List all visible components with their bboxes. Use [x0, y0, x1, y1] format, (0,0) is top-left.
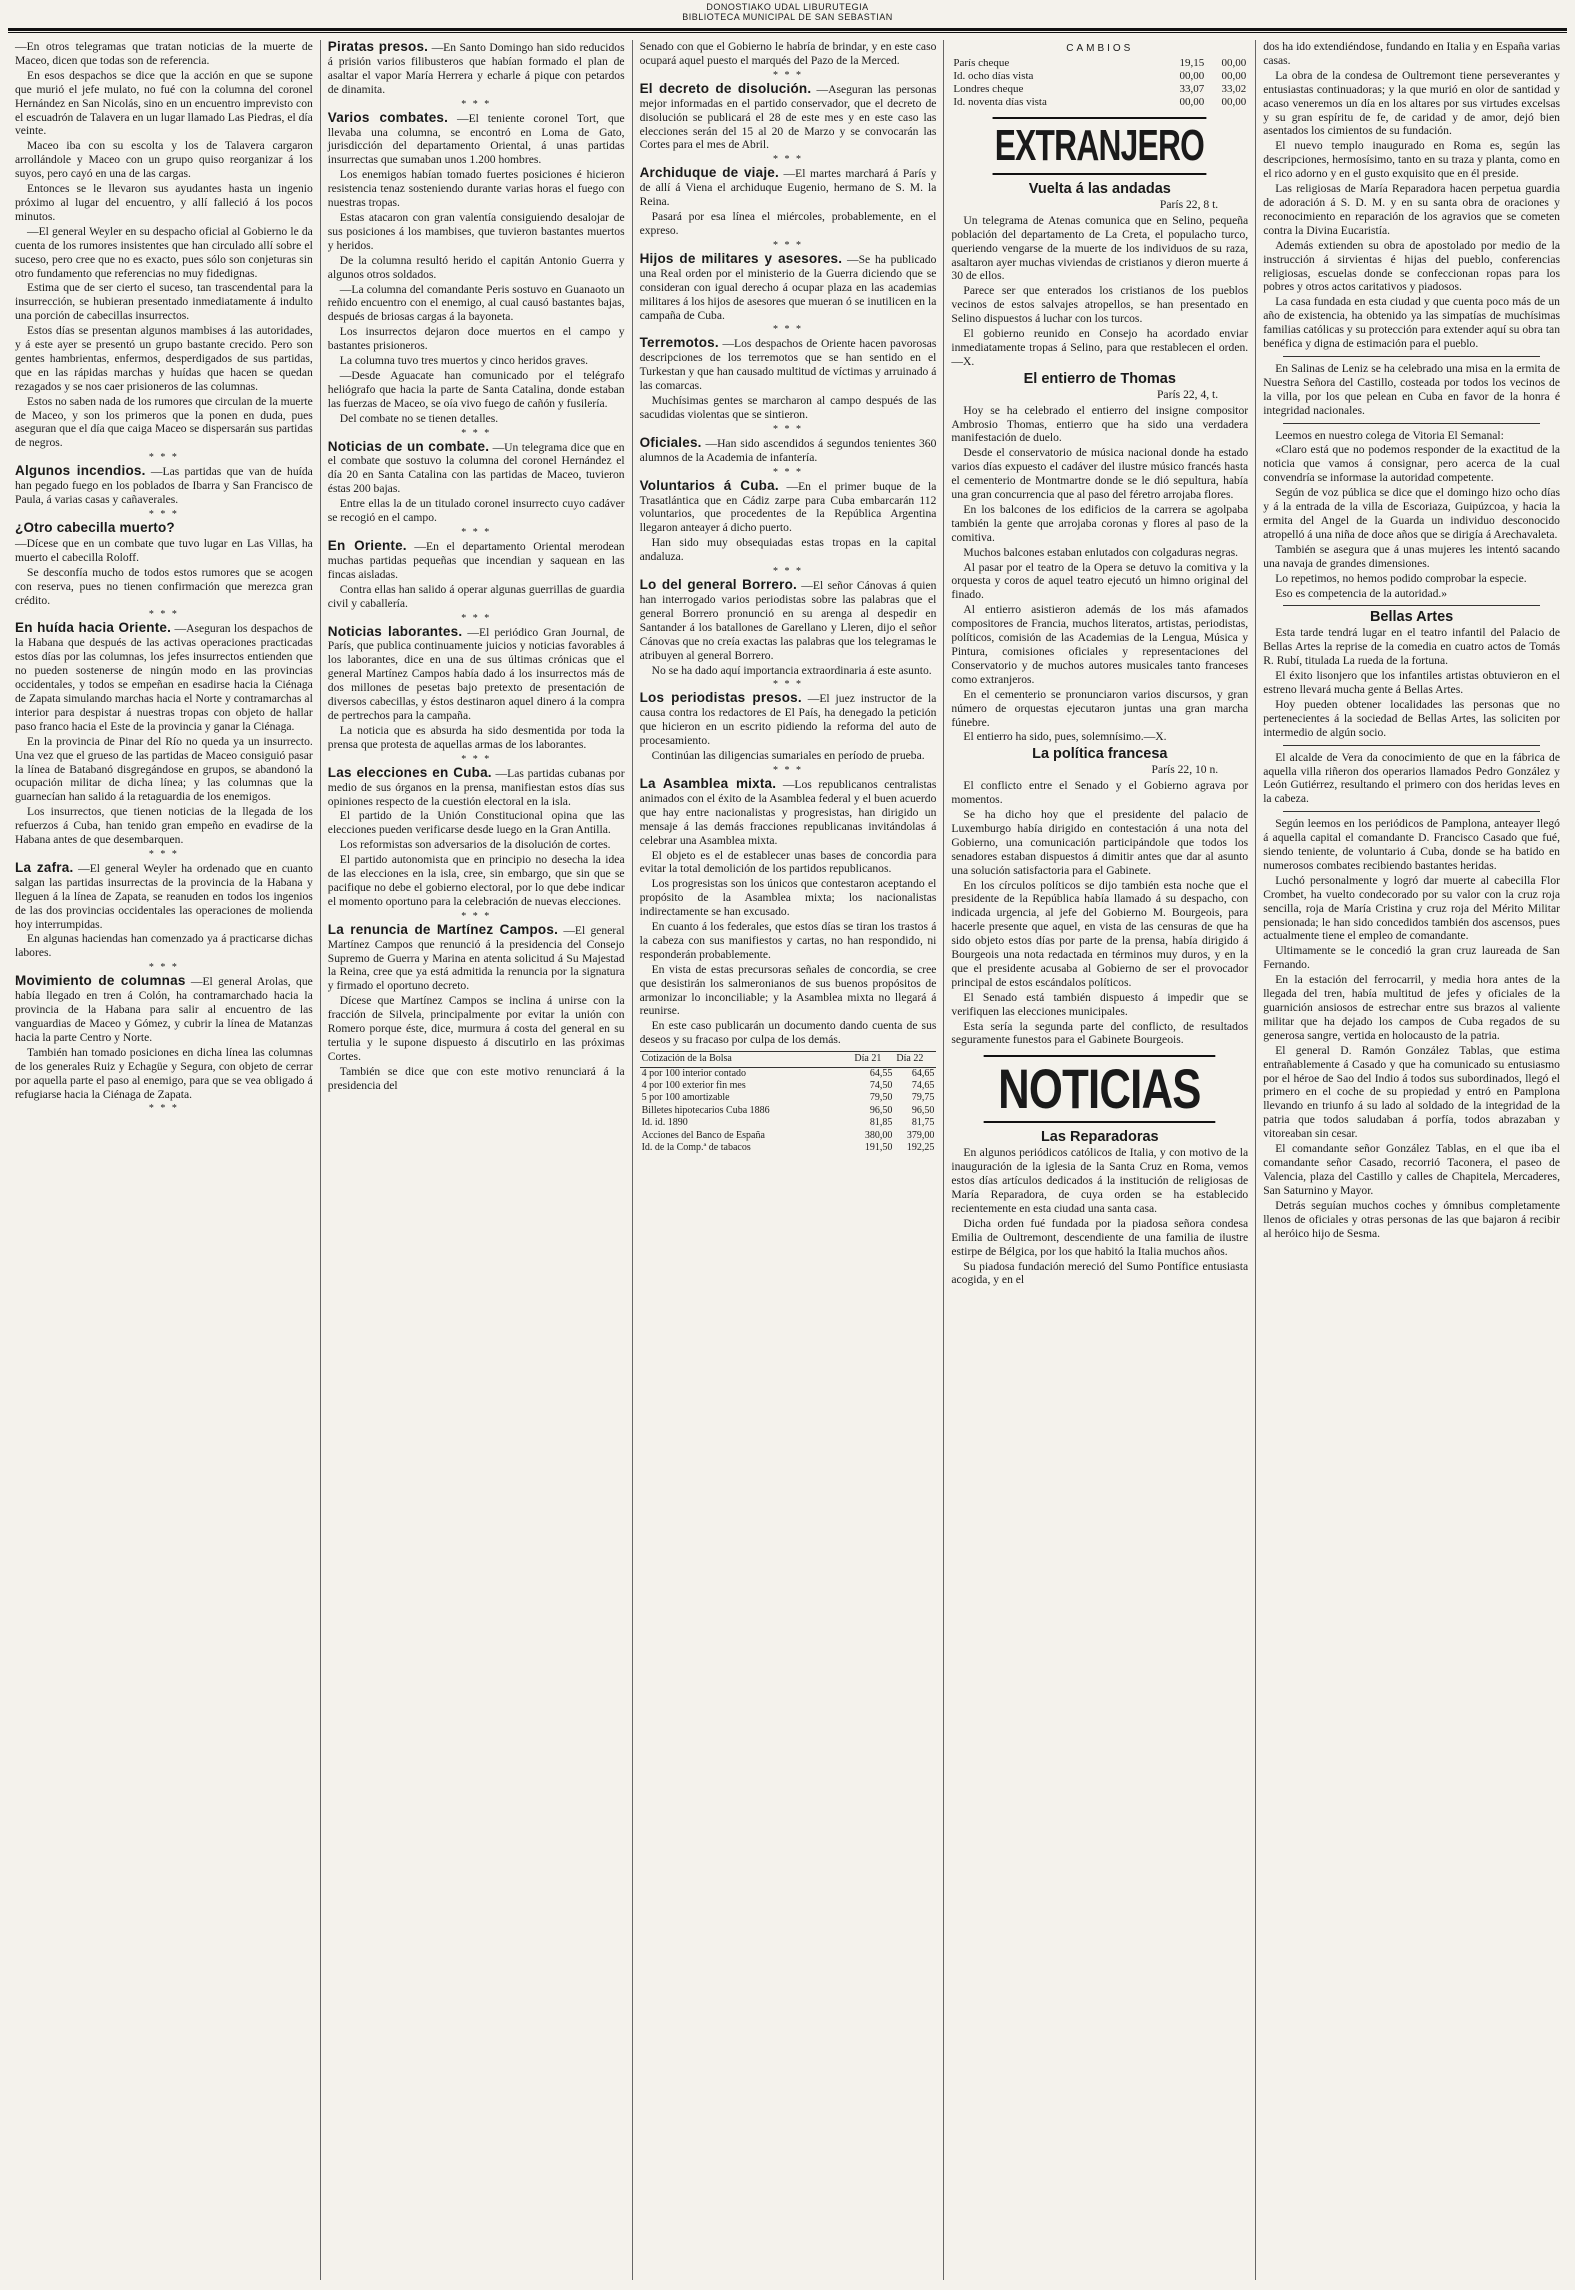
paragraph: La obra de la condesa de Oultremont tiene perseverantes y entusiastas continuadoras; y la que murió en olor de santidad y acaso veneremos un día en los altares por sus virtudes excelsas y su gran espíritu de fe, de caridad y de amor, dejó bien asentados los cimientos de su fundación. — [1263, 68, 1560, 138]
headline: El entierro de Thomas — [1023, 370, 1176, 387]
paragraph: De la columna resultó herido el capitán Antonio Guerra y algunos otros soldados. — [327, 253, 625, 281]
paragraph: El general D. Ramón González Tablas, que estima entrañablemente á Casado y que ha comunicado su entusiasmo por el héroe de Sao del Indio á todos sus subordinados, llegó el primero en el coche de su propiedad y entró en Pamplona llevando en triunfo á su lado al soldado de la integridad de la patria que todos saludaban á porfía, todos abrazaban y vitoreaban sin cesar. — [1263, 1043, 1560, 1141]
separator-stars: * * * — [461, 98, 492, 110]
paragraph: Continúan las diligencias sumariales en período de prueba. — [651, 749, 925, 763]
news-item — [328, 766, 625, 809]
paragraph: Senado con que el Gobierno le habría de brindar, y en este caso ocupará aquel puesto el marqués del Pazo de la Merced. — [639, 40, 937, 67]
paragraph: Entonces se le llevaron sus ayudantes hasta un ingenio próximo al lugar del encuentro, y allí falleció á los pocos minutos. — [15, 182, 313, 223]
headline: Hijos de militares y asesores. — [639, 250, 843, 266]
item-text: —En el departamento Oriental merodean muchas partidas pequeñas que incendian y saquean en las fincas aisladas. — [327, 540, 625, 581]
dateline: París 22, 8 t. — [1159, 197, 1219, 211]
paragraph: El comandante señor González Tablas, en el que iba el comandante señor Casado, recorrió Taconera, el paseo de Valencia, plaza del Castillo y calles de Chapitela, Mercaderes, San Saturnino y Mayor. — [1263, 1142, 1560, 1197]
columns — [8, 40, 1567, 2280]
separator-stars: * * * — [772, 466, 803, 478]
paragraph: Según leemos en los periódicos de Pamplona, anteayer llegó á aquella capital el comandante D. Francisco Casado que fué, siendo teniente, de voluntario á Cuba, donde se ha batido en numerosos combates recibiendo bastantes heridas. — [1263, 817, 1560, 872]
paragraph: En cuanto á los federales, que estos días se tiran los trastos á la cabeza con sus manifiestos y cartas, no han respondido, ni responderán probablemente. — [639, 920, 937, 961]
table-row — [640, 1117, 937, 1129]
table-row — [640, 1105, 937, 1117]
news-item — [328, 40, 625, 97]
headline: Noticias de un combate. — [327, 438, 490, 454]
row-label: 4 por 100 interior contado — [641, 1067, 747, 1079]
paragraph: El entierro ha sido, pues, solemnísimo.—X. — [963, 730, 1167, 744]
table-row — [951, 70, 1248, 83]
masthead-line-1: DONOSTIAKO UDAL LIBURUTEGIA — [706, 2, 869, 12]
table-row — [640, 1067, 937, 1080]
paragraph: —Dícese que en un combate que tuvo lugar en Las Villas, ha muerto el cabecilla Roloff. — [15, 536, 313, 564]
paragraph: También se asegura que á unas mujeres les intentó sacando una navaja de grandes dimensiones. — [1263, 542, 1560, 570]
table-row — [640, 1142, 937, 1154]
paragraph: Los progresistas son los únicos que contestaron aceptando el propósito de la Asamblea mixta; los nacionalistas indirectamente se han excusado. — [639, 877, 937, 919]
paragraph: Al entierro asistieron además de los más afamados compositores de Francia, muchos literatos, artistas, periodistas, políticos, comisión de las Academias de la Lengua, Música y Pintura, comisiones oficiales y representaciones del Conservatorio y de muchos autores musicales tanto franceses como extranjeros. — [951, 603, 1249, 686]
paragraph: También han tomado posiciones en dicha línea las columnas de los generales Ruiz y Echagüe y Segura, con objeto de cerrar por aquella parte el paso al enemigo, para que se vea obligado á refugiarse hacia la Ciénaga de Zapata. — [15, 1045, 313, 1101]
paragraph: Dicha orden fué fundada por la piadosa señora condesa Emilia de Oultremont, descendiente de una familia de ilustre estirpe de Bélgica, por los que habitó la Italia muchos años. — [951, 1216, 1249, 1258]
paragraph: Esta tarde tendrá lugar en el teatro infantil del Palacio de Bellas Artes la reprise de la comedia en cuatro actos de Tomás R. Rubí, titulada La rueda de la fortuna. — [1263, 626, 1560, 668]
separator-stars: * * * — [148, 452, 179, 464]
separator-stars: * * * — [772, 423, 803, 435]
paragraph: El partido autonomista que en principio no desecha la idea de las elecciones en la isla, cree, sin embargo, que sin que se pacifique no debe el gobierno electoral, por lo que debe indicar el momento oportuno para la celebración de nuevas elecciones. — [327, 853, 625, 908]
paragraph: Esta sería la segunda parte del conflicto, de resultados seguramente funestos para el Gabinete Bourgeois. — [951, 1019, 1249, 1047]
paragraph: Al pasar por el teatro de la Opera se detuvo la comitiva y la orquesta y coros de aquel teatro ejecutó un himno original del finado. — [951, 560, 1249, 602]
news-item — [640, 578, 937, 662]
column-3 — [632, 40, 944, 2280]
row-label: Londres cheque — [953, 83, 1024, 95]
row-label: Id. noventa días vista — [953, 96, 1047, 108]
paragraph: Del combate no se tienen detalles. — [339, 411, 499, 425]
item-text: —Un telegrama dice que en el combate que sostuvo la columna del coronel Hernández el día 20 en Santa Catalina con las partidas de Maceo, tuvieron éstas 200 bajas. — [327, 440, 625, 496]
separator-stars: * * * — [148, 609, 179, 621]
paragraph: Su piadosa fundación mereció del Sumo Pontífice entusiasta acogida, y en el — [951, 1259, 1249, 1287]
news-item — [640, 82, 937, 153]
headline: Oficiales. — [639, 434, 702, 450]
row-value: 00,00 — [1179, 70, 1205, 82]
separator-stars: * * * — [772, 324, 803, 336]
row-value: 33,02 — [1221, 83, 1247, 95]
row-value: 74,50 — [869, 1080, 893, 1091]
news-item — [640, 252, 937, 323]
separator-stars: * * * — [148, 1103, 179, 1115]
news-item — [15, 521, 313, 536]
paragraph: Muchísimas gentes se marcharon al campo después de las sacudidas violentas que se sintieron. — [639, 394, 937, 421]
headline: Terremotos. — [639, 335, 719, 351]
column-1 — [8, 40, 320, 2280]
paragraph: No se ha dado aquí importancia extraordinaria á este asunto. — [651, 663, 932, 677]
row-value: 192,25 — [906, 1142, 935, 1154]
table-row — [951, 83, 1248, 96]
headline: El decreto de disolución. — [639, 80, 812, 96]
column-5 — [1255, 40, 1567, 2280]
separator-stars: * * * — [772, 239, 803, 251]
paragraph: Parece ser que enterados los cristianos de los pueblos vecinos de estos salvajes atropellos, se han presentado en Selino dispuestos á luchar con los turcos. — [951, 284, 1249, 326]
row-label: París cheque — [953, 57, 1010, 69]
row-value: 380,00 — [864, 1129, 893, 1141]
paragraph: Desde el conservatorio de música nacional donde ha estado varios días expuesto el cadáver del ilustre músico francés hasta el cementerio de Montmartre donde se le dió sepultura, había una gran concurrencia que al paso del féretro arrojaba flores. — [951, 446, 1249, 502]
item-text: —En el primer buque de la Trasatlántica que en Cádiz zarpe para Cuba embarcarán 112 voluntarios, que procedentes de la República Argentina llegaron anteayer á dicho puerto. — [639, 479, 937, 535]
paragraph: Hoy se ha celebrado el entierro del insigne compositor Ambrosio Thomas, entierro que ha sido una verdadera manifestación de duelo. — [951, 403, 1249, 445]
paragraph: En la provincia de Pinar del Río no queda ya un insurrecto. Una vez que el grueso de las partidas de Maceo consiguió pasar la línea de Batabanó disgregándose en grupos, se abandonó la ocupación militar de dicha línea; y las columnas que la guarnecían han salido á la retaguardia de los enemigos. — [15, 734, 313, 804]
separator-stars: * * * — [461, 527, 492, 538]
paragraph: Los reformistas son adversarios de la disolución de cortes. — [339, 838, 611, 852]
item-text: —El general Martínez Campos que renunció á la presidencia del Consejo Supremo de Guerra y Marina en atenta solicitud á Su Majestad la Reina, cree que ya está admitida la renuncia por la signatura y firmado el oportuno decreto. — [327, 923, 625, 993]
item-text: —Han sido ascendidos á segundos tenientes 360 alumnos de la Academia de infantería. — [639, 436, 937, 464]
separator-stars: * * * — [772, 69, 803, 81]
row-value: 33,07 — [1179, 83, 1205, 95]
headline: Varios combates. — [327, 109, 449, 125]
paragraph: Han sido muy obsequiadas estas tropas en la capital andaluza. — [639, 536, 937, 564]
headline: Bellas Artes — [1369, 609, 1454, 626]
row-value: 81,85 — [869, 1117, 893, 1129]
separator-stars: * * * — [772, 154, 803, 166]
separator-stars: * * * — [461, 612, 492, 624]
item-text: —El general Arolas, que había llegado en tren á Colón, ha contramarchado hacia la provincia de la Habana para salir al encuentro de las vanguardias de Maceo y Gómez, y cubrir la línea de Matanzas hacia la parte Centro y Norte. — [15, 975, 313, 1044]
paragraph: Estos días se presentan algunos mambises á las autoridades, y á este ayer se presentó un grupo bastante crecido. Pero son gentes hambrientas, enfermos, desperdigados de sus partidas, que en las rápidas marchas y huídas que hacen se quedan rezagados y se nos caer prisioneros de las columnas. — [15, 324, 313, 393]
masthead-line-2: BIBLIOTECA MUNICIPAL DE SAN SEBASTIAN — [682, 12, 893, 22]
paragraph: Estima que de ser cierto el suceso, tan trascendental para la insurrección, se hubieran presentado inmediatamente á indulto una porción de cabecillas insurrectos. — [15, 281, 313, 323]
headline: Piratas presos. — [327, 40, 429, 54]
separator-stars: * * * — [772, 679, 803, 691]
paragraph: Pasará por esa línea el miércoles, probablemente, en el expreso. — [639, 210, 937, 237]
table-row — [951, 57, 1248, 70]
paragraph: Los insurrectos, que tienen noticias de la llegada de los refuerzos á Cuba, han tenido gran empeño en evadirse de la Habana antes de que desembarquen. — [15, 805, 313, 847]
row-label: 4 por 100 exterior fin mes — [641, 1080, 746, 1091]
row-value: 79,50 — [869, 1092, 893, 1104]
paragraph: También se dice que con este motivo renunciará á la presidencia del — [327, 1064, 625, 1092]
paragraph: Contra ellas han salido á operar algunas guerrillas de guardia civil y caballería. — [327, 582, 625, 610]
separator-stars: * * * — [148, 509, 179, 520]
paragraph: Estos no saben nada de los rumores que circulan de la muerte de Maceo, y son los primeros que la ponen en duda, pues aseguran que el día que caiga Maceo se dispersarán sus partidas de negros. — [15, 394, 313, 450]
headline: La Asamblea mixta. — [639, 775, 777, 791]
headline: Lo del general Borrero. — [639, 577, 797, 593]
column-4 — [943, 40, 1255, 2280]
row-value: 81,75 — [911, 1117, 935, 1129]
paragraph: En los círculos políticos se dijo también esta noche que el presidente de la República había llamado á su despacho, con indicada urgencia, al jefe del Gobierno M. Bourgeois, para hacerle presente que aquel, en vista de las censuras de que ha sido objeto estos días por parte de la prensa, había dirigido á Bourgeois una nota redactada en términos muy duros, y en la que el presidente acusaba al Gobierno de ser el provocador principal de estos escándalos políticos. — [951, 878, 1249, 989]
paragraph: En algunos periódicos católicos de Italia, y con motivo de la inauguración de la iglesia de la Santa Cruz en Roma, vemos estos días artículos dedicados á la institución de religiosas de María Reparadora, de cuya orden se ha establecido recientemente en esta ciudad una santa casa. — [951, 1146, 1249, 1215]
table-row — [951, 96, 1248, 109]
paragraph: La noticia que es absurda ha sido desmentida por toda la prensa que protesta de aquellas armas de los laborantes. — [327, 723, 625, 751]
divider — [1283, 605, 1540, 606]
paragraph: El objeto es el de establecer unas bases de concordia para evitar la total demolición de los partidos republicanos. — [639, 848, 937, 876]
paragraph: dos ha ido extendiéndose, fundando en Italia y en España varias casas. — [1263, 40, 1560, 67]
headline: ¿Otro cabecilla muerto? — [15, 520, 175, 535]
headline: Los periodistas presos. — [639, 690, 802, 706]
separator-stars: * * * — [461, 753, 492, 765]
headline: La renuncia de Martínez Campos. — [327, 921, 559, 937]
headline: La zafra. — [15, 859, 74, 875]
section-header-extranjero: EXTRANJERO — [993, 117, 1207, 175]
dateline: París 22, 10 n. — [1151, 763, 1219, 777]
paragraph: Entre ellas la de un titulado coronel insurrecto cuyo cadáver se recogió en el campo. — [327, 497, 625, 525]
news-item — [328, 625, 625, 723]
paragraph: Las religiosas de María Reparadora hacen perpetua guardia de adoración á S. D. M. y en su santa obra de oraciones y reconocimiento en reparación de los agravios que se cometen contra la Divina Eucaristía. — [1263, 182, 1560, 237]
paragraph: El conflicto entre el Senado y el Gobierno agrava por momentos. — [951, 779, 1249, 807]
item-text: —Los republicanos centralistas animados con el éxito de la Asamblea federal y el buen acuerdo que hay entre nacionalistas y progresistas, han dirigido un mensaje á las demás fracciones republicanas invitándolas á celebrar una Asamblea mixta. — [639, 777, 937, 847]
news-item — [328, 111, 625, 168]
news-item — [328, 440, 625, 497]
item-text: —En Santo Domingo han sido reducidos á prisión varios filibusteros que habían formado el plan de asaltar el vapor María Herrera y echarle á pique con petardos de dinamita. — [327, 41, 625, 96]
item-text: —Se ha publicado una Real orden por el ministerio de la Guerra diciendo que se consideran con igual derecho á ocupar plaza en las academias militares á los hijos de asesores que mueran ó se inutilicen en la campaña de Cuba. — [639, 252, 937, 322]
news-item — [15, 464, 313, 507]
section-header-noticias: NOTICIAS — [984, 1055, 1216, 1123]
paragraph: Muchos balcones estaban enlutados con colgaduras negras. — [963, 545, 1239, 559]
headline: Las elecciones en Cuba. — [327, 764, 492, 780]
paragraph: Un telegrama de Atenas comunica que en Selino, pequeña población del departamento de La Creta, el populacho turco, queriendo vengarse de la muerte de los individuos de su raza, asaltaron ayer muchas viviendas de cristianos y dieron muerte á 30 de ellos. — [951, 213, 1249, 283]
bolsa-title: Cotización de la Bolsa — [640, 1052, 853, 1067]
divider — [1283, 356, 1540, 357]
paragraph: Los insurrectos dejaron doce muertos en el campo y bastantes prisioneros. — [327, 325, 625, 353]
divider — [1283, 423, 1540, 424]
row-label: Id. id. 1890 — [641, 1117, 688, 1129]
news-item — [640, 166, 937, 209]
row-value: 79,75 — [911, 1092, 935, 1104]
item-text: —Aseguran las personas mejor informadas en el partido conservador, que el decreto de disolución se publicará el 28 de este mes y en este caso las elecciones serán del 15 al 20 de Marzo y se convocarán las Cortes para el mes de Abril. — [639, 82, 937, 152]
headline: Voluntarios á Cuba. — [639, 477, 779, 493]
paragraph: El partido de la Unión Constitucional opina que las elecciones pueden verificarse desde luego en la Gran Antilla. — [327, 809, 625, 837]
paragraph: En Salinas de Leniz se ha celebrado una misa en la ermita de Nuestra Señora del Castillo, costeada por todos los vecinos de la villa, por los que pelean en Cuba en favor de la honra é integridad nacionales. — [1263, 361, 1560, 417]
divider — [1283, 745, 1540, 746]
table-row — [640, 1080, 937, 1092]
headline: Noticias laborantes. — [327, 623, 463, 639]
paragraph: El alcalde de Vera da conocimiento de que en la fábrica de aquella villa riñeron dos operarios llamados Pedro González y León Gutiérrez, resultando el primero con dos heridas leves en la cabeza. — [1263, 750, 1560, 806]
paragraph: Leemos en nuestro colega de Vitoria El Semanal: — [1275, 428, 1504, 442]
item-text: —Las partidas cubanas por medio de sus órganos en la prensa, manifiestan estos días sus opiniones respecto de la cuestión electoral en la isla. — [327, 766, 625, 808]
paragraph: El Senado está también dispuesto á impedir que se verifiquen las elecciones municipales. — [951, 990, 1249, 1018]
news-item — [640, 777, 937, 848]
news-item — [640, 479, 937, 536]
row-value: 96,50 — [869, 1104, 893, 1116]
news-item — [15, 974, 313, 1045]
table-row — [640, 1092, 937, 1104]
item-text: —Los despachos de Oriente hacen pavorosas descripciones de los terremotos que se han sentido en el Turkestan y que han causado multitud de víctimas y arruinado á las comarcas. — [639, 337, 937, 393]
paragraph: «Claro está que no podemos responder de la exactitud de la noticia que vamos á consignar, pero acerca de la cual convendría se informase la autoridad competente. — [1263, 443, 1560, 485]
paragraph: Eso es competencia de la autoridad.» — [1275, 586, 1448, 600]
paragraph: El éxito lisonjero que los infantiles artistas obtuvieron en el estreno llevará mucha gente á Bellas Artes. — [1263, 669, 1560, 696]
row-value: 96,50 — [911, 1104, 935, 1116]
item-text: —El teniente coronel Tort, que llevaba una columna, se encontró en Loma de Gato, jurisdicción del departamento Oriental, á unas partidas insurrectas que sumaban unos 1.200 hombres. — [327, 111, 625, 167]
divider — [1283, 811, 1540, 812]
paragraph: Hoy pueden obtener localidades las personas que no pertenecientes á la sociedad de Bellas Artes, las soliciten por intermedio de algún socio. — [1263, 697, 1560, 739]
paragraph: Dícese que Martínez Campos se inclina á unirse con la fracción de Silvela, principalmente por evitar la unión con Romero porque éste, dice, murmura á costa del general en su tertulia y le supone dispuesto á discutirlo en las próximas Cortes. — [327, 994, 625, 1063]
headline: Algunos incendios. — [15, 463, 146, 479]
paragraph: Según de voz pública se dice que el domingo hizo ocho días y á la entrada de la villa de Escoriaza, Guipúzcoa, y hacia la ermita del Angel de la Guarda un individuo desconocido atropelló á una niña de doce años que se dirigía á Arechavaleta. — [1263, 486, 1560, 541]
row-label: Acciones del Banco de España — [641, 1129, 765, 1141]
row-value: 64,65 — [911, 1067, 935, 1079]
row-value: 00,00 — [1221, 70, 1247, 82]
headline: Las Reparadoras — [1040, 1129, 1159, 1146]
separator-stars: * * * — [148, 962, 179, 974]
row-value: 00,00 — [1221, 96, 1247, 108]
paragraph: En los balcones de los edificios de la carrera se agolpaba también la gente que arrojaba coronas y flores al paso de la comitiva. — [951, 502, 1249, 544]
item-text: —Las partidas que van de huída han pegado fuego en los poblados de Ibarra y San Francisco de Paula, á varias casas y cañaverales. — [15, 465, 313, 507]
row-value: 379,00 — [906, 1129, 935, 1141]
row-value: 19,15 — [1179, 57, 1205, 69]
bolsa-col-b: Día 22 — [894, 1052, 936, 1067]
headline: En Oriente. — [327, 538, 407, 553]
exchange-rates-table — [951, 42, 1248, 109]
bolsa-col-a: Día 21 — [852, 1052, 894, 1067]
cambios-title: CAMBIOS — [1066, 43, 1134, 54]
row-value: 00,00 — [1179, 96, 1205, 108]
separator-stars: * * * — [772, 764, 803, 776]
paragraph: Luchó personalmente y logró dar muerte al cabecilla Flor Crombet, ha vuelto condecorado por su valor con la cruz roja sencilla, roja de María Cristina y cruz roja del Mérito Militar pensionada; le han sido concedidos también dos ascensos, pues actualmente tiene el empleo de comandante. — [1263, 873, 1560, 943]
row-value: 74,65 — [911, 1080, 935, 1091]
library-masthead — [0, 2, 1575, 22]
paragraph: —El general Weyler en su despacho oficial al Gobierno le da cuenta de los rumores insistentes que han circulado allí sobre el suceso, pero cree que no es exacto, pues sólo son conjeturas sin otro fundamento que referencias no muy fidedignas. — [15, 224, 313, 280]
news-item — [640, 691, 937, 748]
separator-stars: * * * — [461, 910, 492, 922]
item-text: —El martes marchará á París y de allí á Viena el archiduque Eugenio, hermano de S. M. la Reina. — [639, 167, 937, 209]
column-2 — [320, 40, 632, 2280]
paragraph: Además extienden su obra de apostolado por medio de la instrucción á sirvientas é hijas del pueblo, conferencias religiosas, escuelas donde se confeccionan ropas para los pobres y otros actos caritativos y piadosos. — [1263, 238, 1560, 294]
news-item — [328, 923, 625, 994]
row-value: 64,55 — [869, 1067, 893, 1079]
paragraph: —Desde Aguacate han comunicado por el telégrafo heliógrafo que hacia la parte de Santa Catalina, donde estaban las fuerzas de Maceo, se oía vivo fuego de cañón y fusilería. — [327, 368, 625, 410]
paragraph: Lo repetimos, no hemos podido comprobar la especie. — [1275, 571, 1527, 585]
row-label: Id. de la Comp.ª de tabacos — [641, 1142, 751, 1154]
news-item — [640, 336, 937, 393]
separator-stars: * * * — [148, 848, 179, 860]
paragraph: En el cementerio se pronunciaron varios discursos, y gran número de orquestas ejecutaron juntas una gran marcha fúnebre. — [951, 687, 1249, 729]
paragraph: Se ha dicho hoy que el presidente del palacio de Luxemburgo había dirigido en contestación á una nota del Gobierno, una comunicación participándole que todos los senadores estaban dispuestos á dimitir antes que dar al asunto una solución satisfactoria para el Gabinete. — [951, 807, 1249, 877]
row-label: Id. ocho días vista — [953, 70, 1034, 82]
paragraph: El gobierno reunido en Consejo ha acordado enviar inmediatamente tropas á Selino, para que restablecen el orden.—X. — [951, 327, 1249, 368]
paragraph: La casa fundada en esta ciudad y que cuenta poco más de un año de existencia, ha obtenido ya las simpatías de muchísimas familias católicas y su protección para extender aquí su obra tan benéfica y digna de estimación para el pueblo. — [1263, 295, 1560, 351]
news-item — [15, 621, 313, 733]
paragraph: La columna tuvo tres muertos y cinco heridos graves. — [339, 354, 589, 368]
top-rule — [8, 28, 1567, 33]
row-label: 5 por 100 amortizable — [641, 1092, 730, 1104]
news-item — [640, 436, 937, 465]
news-item — [328, 539, 625, 582]
paragraph: En esos despachos se dice que la acción en que se supone que murió el jefe mulato, no fué con la columna del coronel Hernández en San Nicolás, sino en un encuentro imprevisto con el escuadrón de Talavera en un lugar llamado Las Piedras, el día veinte. — [15, 68, 313, 138]
headline: Vuelta á las andadas — [1028, 181, 1171, 197]
item-text: —Aseguran los despachos de la Habana que después de las activas operaciones practicadas estos días por las columnas, los jefes insurrectos entienden que no pueden sostenerse de ningún modo en las provincias occidentales, y todos se empeñan en esadirse hacia la Ciénaga de Zapata simulando marchas hacia el Norte y contramarchas al interior para despistar á nuestras tropas con objeto de hallar paso franco hacia el Este de la provincia y ganar la Ciénaga. — [15, 622, 313, 733]
row-value: 191,50 — [864, 1142, 893, 1154]
separator-stars: * * * — [461, 427, 492, 439]
separator-stars: * * * — [772, 566, 803, 578]
table-row — [640, 1130, 937, 1142]
paragraph: En este caso publicarán un documento dando cuenta de sus deseos y su fracaso por culpa de los demás. — [639, 1019, 937, 1047]
paragraph: Estas atacaron con gran valentía consiguiendo desalojar de sus posiciones á los mambises, que tuvieron bastantes muertos y heridos. — [327, 210, 625, 252]
headline: Movimiento de columnas — [15, 973, 186, 989]
item-text: —El juez instructor de la causa contra los redactores de El País, ha denegado la petición que hicieron en un escrito pidiendo la reforma del auto de procesamiento. — [639, 692, 937, 748]
paragraph: El nuevo templo inaugurado en Roma es, según las descripciones, hermosísimo, tanto en su traza y planta, como en el rico adorno y en el gusto exquisito que en él preside. — [1263, 139, 1560, 181]
paragraph: —En otros telegramas que tratan noticias de la muerte de Maceo, dicen que todas son de referencia. — [15, 40, 313, 67]
paragraph: Se desconfía mucho de todos estos rumores que se acogen con reserva, pues no tienen confirmación que merezca gran crédito. — [15, 565, 313, 607]
headline: En huída hacia Oriente. — [15, 620, 172, 636]
paragraph: Ultimamente se le concedió la gran cruz laureada de San Fernando. — [1263, 944, 1560, 972]
paragraph: —La columna del comandante Peris sostuvo en Guanaoto un reñido encuentro con el enemigo, al cual causó bastantes bajas, después de briosas cargas á la bayoneta. — [327, 282, 625, 324]
dateline: París 22, 4, t. — [1156, 387, 1219, 401]
paragraph: En la estación del ferrocarril, y media hora antes de la llegada del tren, había multitud de jefes y oficiales de la guarnición ansiosos de estrechar entre sus brazos al valiente militar que ha dejado los campos de Cuba regados de su generosa sangre, vertida en holocausto de la patria. — [1263, 973, 1560, 1042]
paragraph: Detrás seguían muchos coches y ómnibus completamente llenos de oficiales y otras personas de las que bajaron á recibir al heróico hijo de Sesma. — [1263, 1198, 1560, 1240]
row-value: 00,00 — [1221, 57, 1247, 69]
row-label: Billetes hipotecarios Cuba 1886 — [641, 1104, 770, 1116]
headline: La política francesa — [1032, 746, 1168, 763]
paragraph: En vista de estas precursoras señales de concordia, se cree que desistirán los salmeronianos de sus buenos propósitos de armonizar lo inconciliable; y la Asamblea mixta no llegará á reunirse. — [639, 962, 937, 1018]
paragraph: En algunas haciendas han comenzado ya á practicarse dichas labores. — [15, 932, 313, 960]
news-item — [15, 861, 313, 932]
item-text: —El periódico Gran Journal, de París, que publica continuamente juicios y noticias favorables á los laborantes, dice en una de sus últimas crónicas que el general Martínez Campos había dado á los insurrectos más de dos millones de pesetas bajo pretexto de presentación de diversos cabecillas, y éstos destinaron aquel dinero á la compra de pertrechos para la campaña. — [327, 625, 625, 722]
item-text: —El general Weyler ha ordenado que en cuanto salgan las partidas insurrectas de la provincia de la Habana y lleguen á la línea de Zapata, se reanuden en todos los ingenios de las dos provincias occidentales las operaciones de molienda hoy interrumpidas. — [15, 861, 313, 931]
paragraph: Los enemigos habían tomado fuertes posiciones é hicieron resistencia tenaz sosteniendo durante varias horas el fuego con nuestras tropas. — [327, 168, 625, 210]
item-text: —El señor Cánovas á quien han interrogado varios periodistas sobre las palabras que el general Borrero pronunció en su arenga al despedir en Santander á los batallones de Garellano y Lleren, dijo el señor Cánovas que no creía exactas las palabras que los telegramas le atribuyen al general Borrero. — [639, 579, 937, 662]
stock-quotes-table — [640, 1051, 937, 1154]
paragraph: Maceo iba con su escolta y los de Talavera cargaron arrollándole y Maceo con un grupo quiso reorganizar á los suyos, pero cayó en una de las cargas. — [15, 139, 313, 181]
headline: Archiduque de viaje. — [639, 165, 779, 181]
